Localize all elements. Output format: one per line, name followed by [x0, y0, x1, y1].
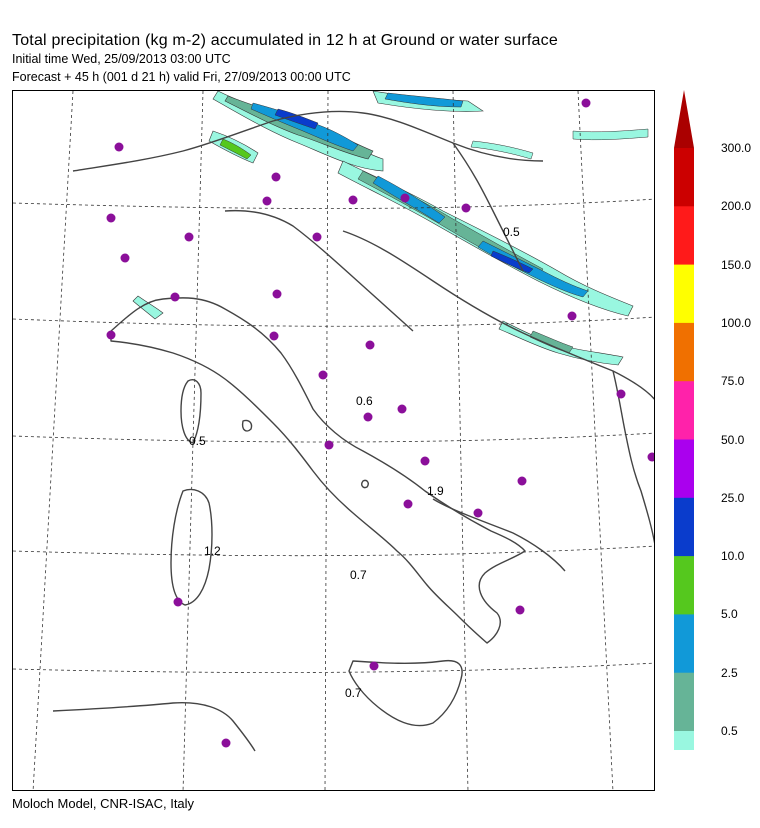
city-marker — [364, 413, 373, 422]
city-marker — [516, 606, 525, 615]
graticule-lines — [13, 91, 655, 791]
precipitation-fields — [133, 91, 648, 365]
legend-label: 10.0 — [721, 549, 745, 564]
city-marker — [107, 331, 116, 340]
legend-label: 150.0 — [721, 257, 752, 272]
city-marker — [174, 598, 183, 607]
city-marker — [319, 371, 328, 380]
city-marker — [273, 290, 282, 299]
forecast-validity: Forecast + 45 h (001 d 21 h) valid Fri, 27/09/2013 00:00 UTC — [12, 70, 351, 84]
city-marker — [263, 197, 272, 206]
value-label: 0.7 — [345, 686, 362, 700]
coastlines — [53, 111, 655, 751]
city-marker — [270, 332, 279, 341]
model-credit: Moloch Model, CNR-ISAC, Italy — [12, 796, 195, 811]
city-marker — [398, 405, 407, 414]
city-marker — [121, 254, 130, 263]
value-label: 0.5 — [503, 225, 520, 239]
value-label: 1.9 — [427, 484, 444, 498]
legend-label: 5.0 — [721, 607, 738, 622]
city-marker — [222, 739, 231, 748]
legend-label: 200.0 — [721, 199, 752, 214]
precipitation-map — [12, 90, 655, 791]
legend-color-band — [674, 498, 694, 557]
legend-label: 100.0 — [721, 315, 752, 330]
legend-label: 25.0 — [721, 490, 745, 505]
city-markers — [107, 99, 656, 748]
city-marker — [185, 233, 194, 242]
legend-color-band — [674, 440, 694, 499]
city-marker — [474, 509, 483, 518]
legend-label: 75.0 — [721, 374, 745, 389]
city-marker — [366, 341, 375, 350]
legend-color-band — [674, 265, 694, 324]
legend-label: 0.5 — [721, 724, 738, 738]
legend-color-band — [674, 206, 694, 265]
city-marker — [401, 194, 410, 203]
legend-color-band — [674, 731, 694, 750]
city-marker — [404, 500, 413, 509]
city-marker — [462, 204, 471, 213]
value-label: 1.2 — [204, 544, 221, 558]
city-marker — [349, 196, 358, 205]
legend-color-band — [674, 614, 694, 673]
city-marker — [272, 173, 281, 182]
legend-color-band — [674, 556, 694, 615]
city-marker — [582, 99, 591, 108]
city-marker — [107, 214, 116, 223]
city-marker — [370, 662, 379, 671]
legend-color-band — [674, 673, 694, 732]
city-marker — [421, 457, 430, 466]
city-marker — [115, 143, 124, 152]
legend-label: 2.5 — [721, 665, 738, 680]
value-label: 0.7 — [350, 568, 367, 582]
legend-top-arrow — [674, 90, 694, 148]
legend-color-band — [674, 381, 694, 440]
color-scale-legend — [674, 90, 760, 750]
value-label: 0.6 — [356, 394, 373, 408]
map-title: Total precipitation (kg m-2) accumulated in 12 h at Ground or water surface — [12, 32, 558, 49]
legend-label: 300.0 — [721, 141, 752, 155]
legend-color-band — [674, 323, 694, 382]
value-label: 0.5 — [189, 434, 206, 448]
city-marker — [313, 233, 322, 242]
city-marker — [171, 293, 180, 302]
initial-time: Initial time Wed, 25/09/2013 03:00 UTC — [12, 52, 231, 66]
city-marker — [648, 453, 656, 462]
legend-label: 50.0 — [721, 432, 745, 447]
city-marker — [568, 312, 577, 321]
legend-color-band — [674, 148, 694, 207]
city-marker — [518, 477, 527, 486]
city-marker — [617, 390, 626, 399]
city-marker — [325, 441, 334, 450]
